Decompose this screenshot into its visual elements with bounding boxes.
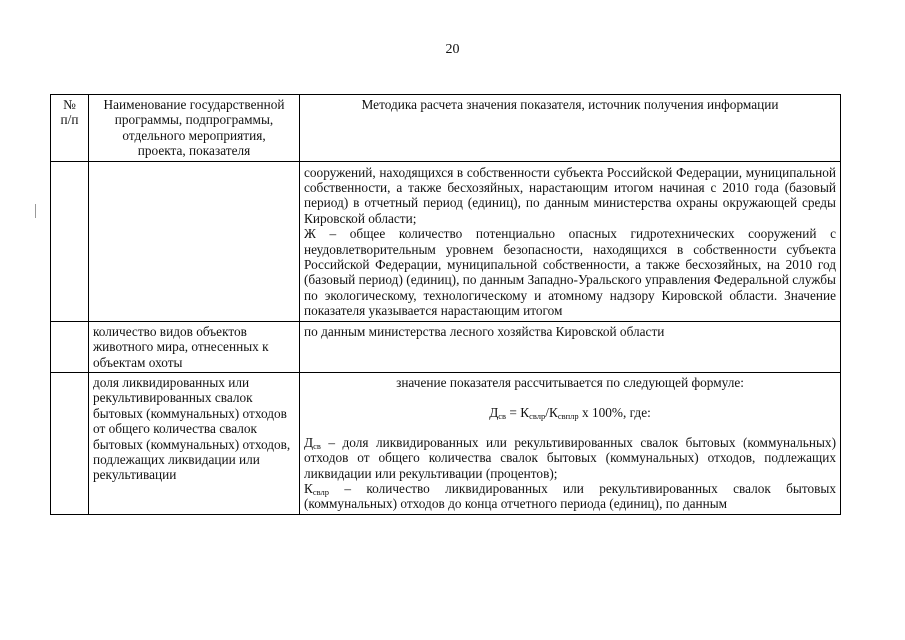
header-number-line-1: № (63, 97, 76, 112)
row-3-name: доля ликвидированных или рекультивированных свалок бытовых (коммунальных) отходов от общего количества свалок бытовых (коммунальных) отходов, подлежащих ликвидации или рекультивации (89, 372, 300, 514)
header-number (51, 95, 89, 162)
formula-eq: = (506, 405, 521, 421)
table-row (51, 321, 841, 372)
formula-denominator-sub: свплр (557, 411, 579, 422)
formula-numerator: К (520, 405, 530, 421)
formula-intro: значение показателя рассчитывается по следующей формуле: (396, 374, 744, 390)
table-row (51, 372, 841, 514)
formula-slash: / (545, 405, 549, 421)
formula (304, 405, 836, 420)
formula-tail: x 100%, где: (578, 405, 651, 421)
row-1-number (51, 161, 89, 321)
header-method: Методика расчета значения показателя, источник получения информации (300, 95, 841, 162)
row-1-method-paragraph: Ж – общее количество потенциально опасных гидротехнических сооружений с неудовлетворительным уровнем безопасности, находящихся в собственности субъекта Российской Федерации, муниципальной собственности, а также бесхозяйных, на 2010 год (базовый период) (единиц), по данным Западно-Уральского управления Федеральной службы по экологическому, технологическому и атомному надзору Кировской области. Значение показателя указывается нарастающим итогом (304, 226, 836, 319)
definition-dsv (304, 435, 836, 481)
formula-lhs: Д (489, 405, 499, 421)
formula-denominator: К (548, 405, 558, 421)
row-1-method (300, 161, 841, 321)
definition-ksvlr (304, 481, 836, 512)
table-header-row (51, 95, 841, 162)
row-2-name: количество видов объектов животного мира, отнесенных к объектам охоты (89, 321, 300, 372)
row-1-method-paragraph: сооружений, находящихся в собственности субъекта Российской Федерации, муниципальной собственности, а также бесхозяйных, нарастающим итогом начиная с 2010 года (базовый период) в отчетный период (единиц), по данным министерства охраны окружающей среды Кировской области; (304, 164, 836, 226)
definition-text: – количество ликвидированных или рекультивированных свалок бытовых (коммунальных) отходов до конца отчетного периода (единиц), по данным (304, 480, 836, 512)
indicator-table (50, 94, 841, 515)
formula-lhs-sub: св (498, 411, 507, 422)
row-3-number (51, 372, 89, 514)
row-3-method (300, 372, 841, 514)
formula-numerator-sub: свлр (529, 411, 546, 422)
definition-text: – доля ликвидированных или рекультивированных свалок бытовых (коммунальных) отходов от общего количества свалок бытовых (коммунальных) отходов, подлежащих ликвидации или рекультивации (процентов); (304, 434, 836, 481)
definition-symbol: Д (304, 434, 314, 450)
page-number: 20 (445, 42, 460, 57)
header-number-line-2: п/п (60, 112, 79, 128)
definition-symbol-sub: св (313, 440, 321, 451)
definition-symbol: К (304, 480, 313, 496)
row-2-number (51, 321, 89, 372)
margin-mark (35, 204, 36, 218)
definition-symbol-sub: свлр (312, 486, 330, 497)
row-1-name (89, 161, 300, 321)
row-2-method: по данным министерства лесного хозяйства Кировской области (300, 321, 841, 372)
header-name: Наименование государственной программы, подпрограммы, отдельного мероприятия, проекта, показателя (89, 95, 300, 162)
table-row (51, 161, 841, 321)
